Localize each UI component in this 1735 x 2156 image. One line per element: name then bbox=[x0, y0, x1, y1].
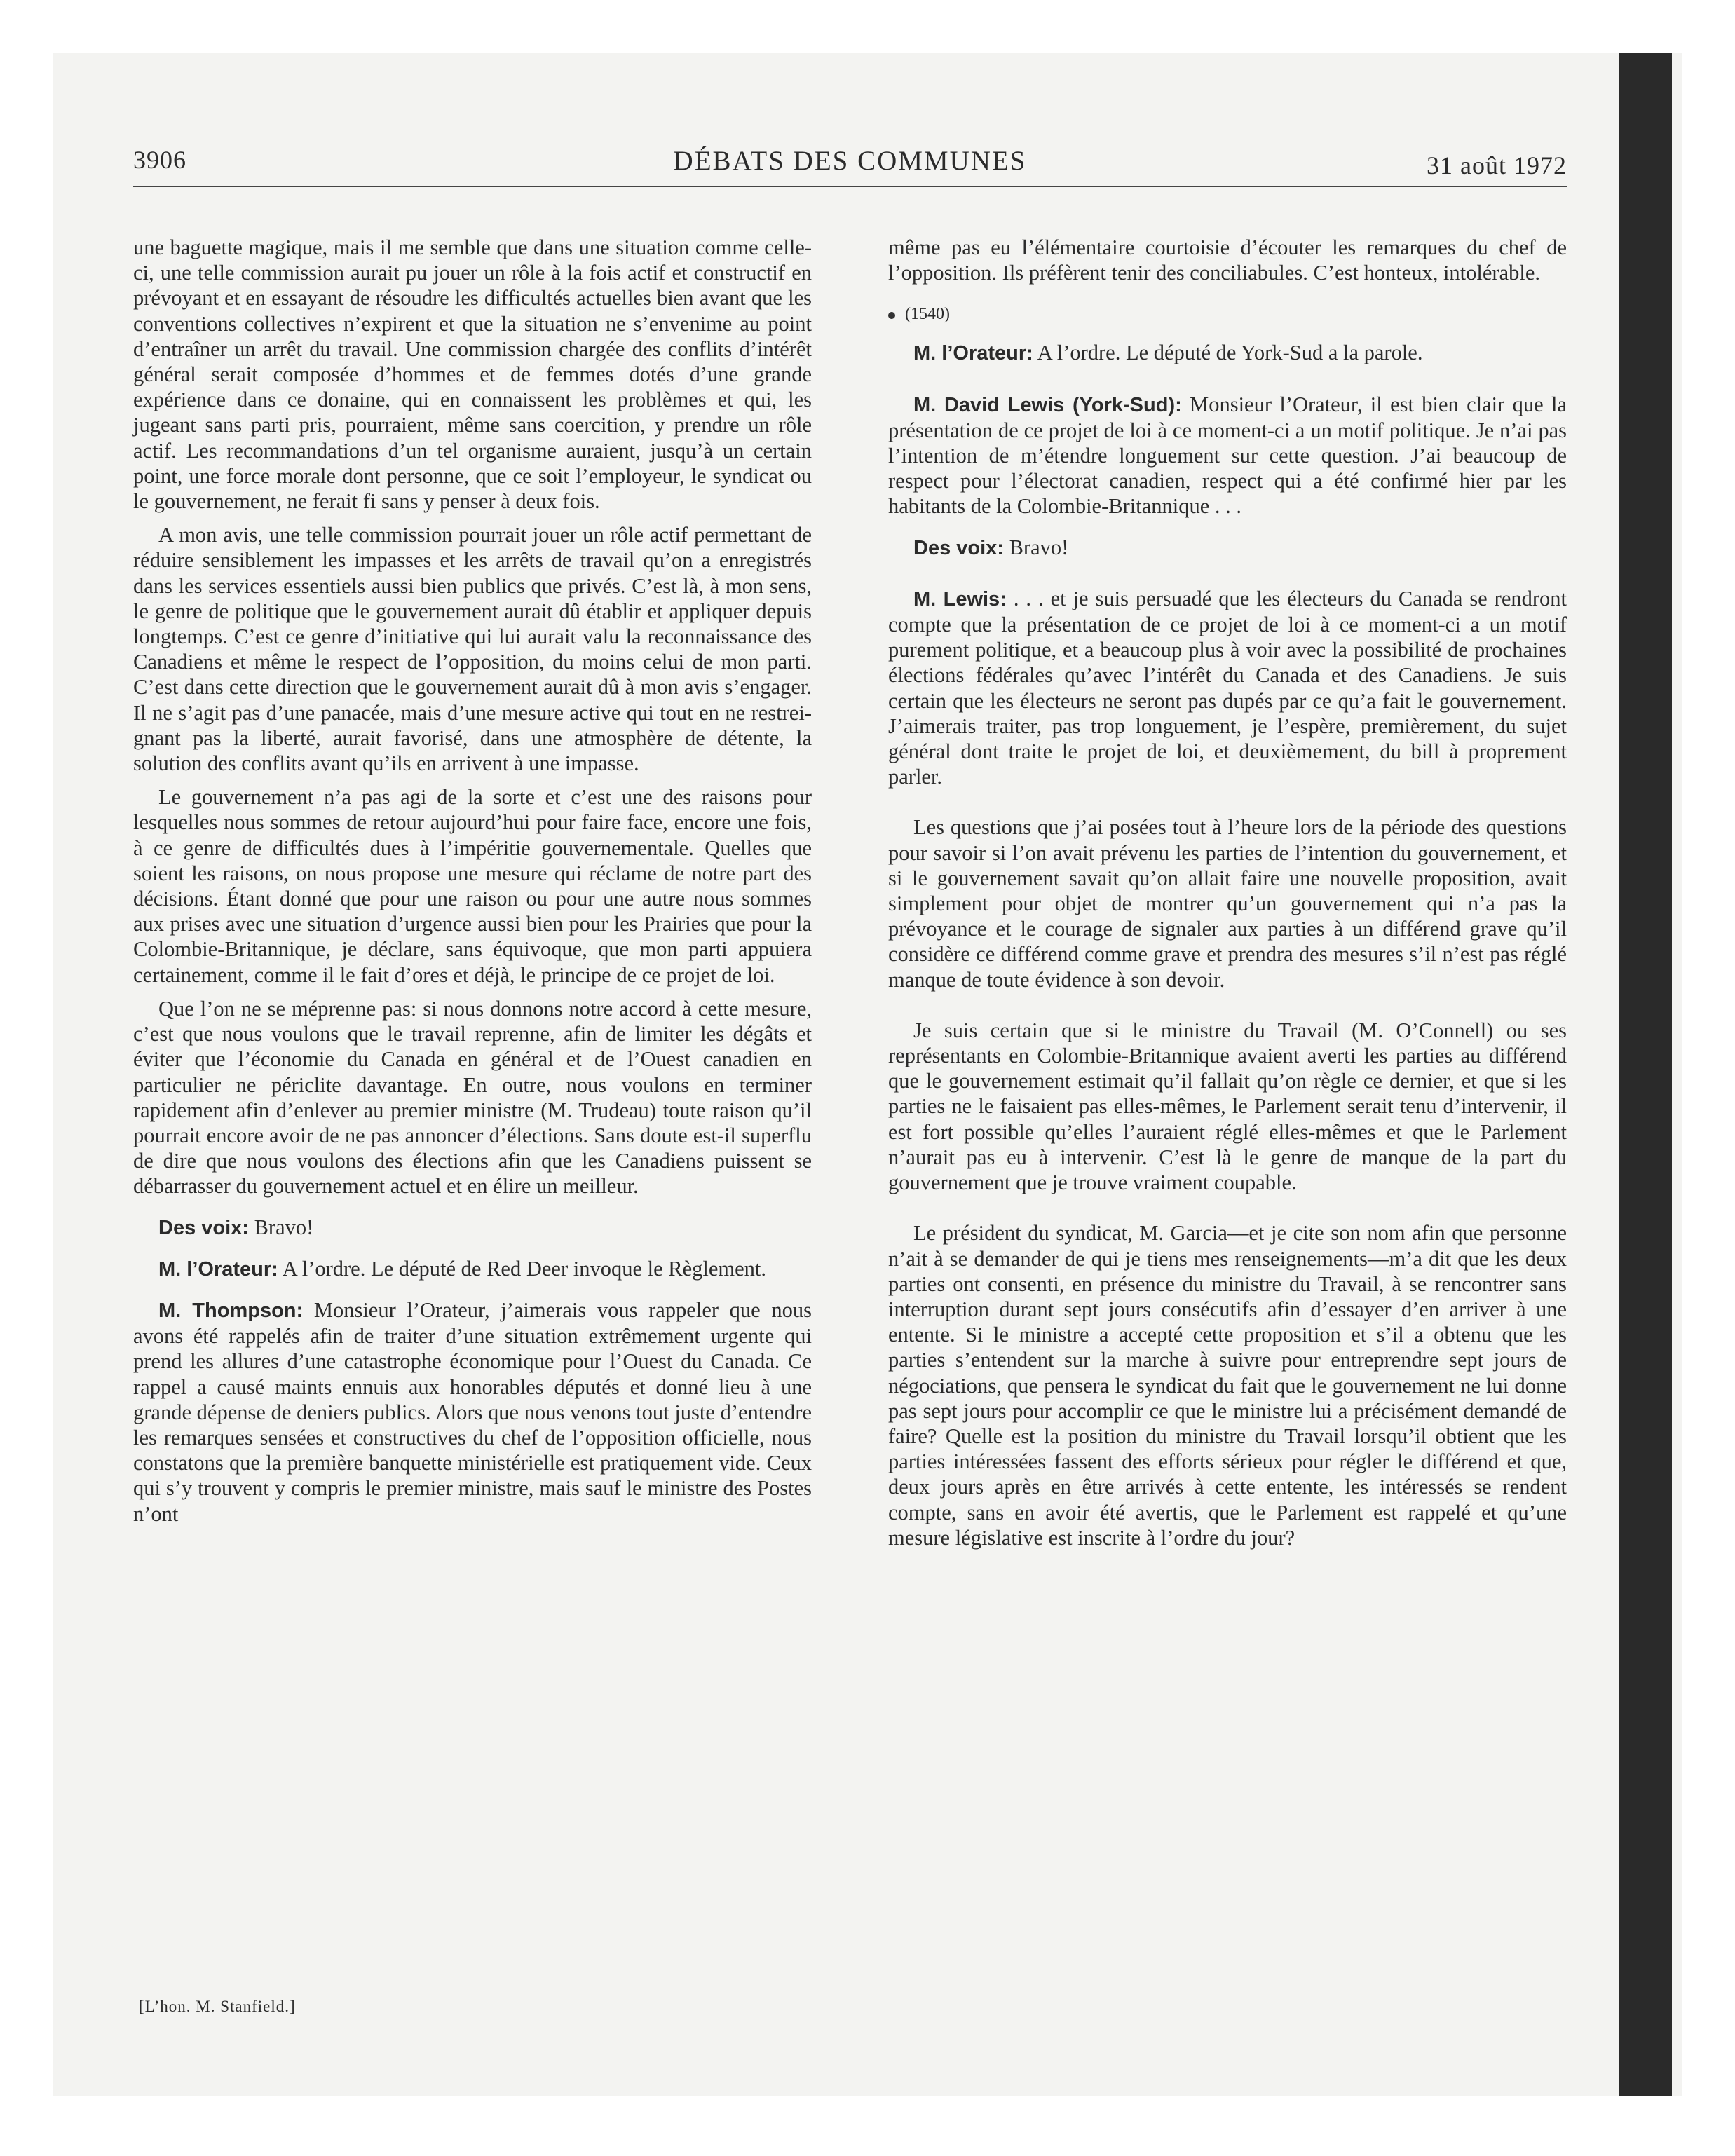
speaker-name: M. Thompson: bbox=[158, 1299, 304, 1322]
speaker-name: Des voix: bbox=[913, 536, 1004, 559]
paragraph: Que l’on ne se méprenne pas: si nous donnons notre accord à cette mesure, c’est que nous voulons que le travail reprenne, afin de limiter les dégâts et éviter que l’économie du Canada en général et de l’Ouest canadien en particulier ne périclite davantage. En outre, nous voulons en terminer rapidement afin d’enlever au premier ministre (M. Trudeau) toute raison qu’il pourrait encore avoir de ne pas annoncer d’élections. Sans doute est-il superflu de dire que nous voulons des élections afin que les Canadiens puissent se débarrasser du gouvernement actuel et en élire un meilleur. bbox=[133, 996, 812, 1199]
speech-entry bbox=[888, 340, 1567, 366]
time-stamp: (1540) bbox=[905, 305, 950, 324]
speech-entry bbox=[133, 1297, 812, 1527]
speaker-name: M. Lewis: bbox=[913, 587, 1007, 610]
speaker-reference-note: [L’hon. M. Stanfield.] bbox=[139, 1998, 296, 2015]
bullet-icon bbox=[888, 312, 895, 319]
paragraph: une baguette magique, mais il me semble que dans une situation comme celle-ci, une telle commission aurait pu jouer un rôle à la fois actif et constructif en prévoyant et en essayant de résoudre les difficultés actuelles bien avant que les conventions collectives n’expirent et que la situation ne s’envenime au point d’entraîner un arrêt du travail. Une commission chargée des conflits d’intérêt général serait composée d’hommes et de femmes dotés d’une grande expérience dans ce donaine, qui en connaissent les problèmes et qui, les jugeant sans parti pris, pourraient, même sans coercition, y prendre un rôle actif. Les recommandations d’un tel organisme auraient, jusqu’à un certain point, une force morale dont personne, que ce soit l’employeur, le syndicat ou le gouvernement, ne ferait fi sans y penser à deux fois. bbox=[133, 236, 812, 514]
paragraph: même pas eu l’élémentaire courtoisie d’écouter les remarques du chef de l’opposition. Ils préfèrent tenir des conciliabules. C’est honteux, intolérable. bbox=[888, 236, 1567, 285]
speech-text: Bravo! bbox=[248, 1215, 314, 1239]
speech-text: A l’ordre. Le député de Red Deer invoque le Règlement. bbox=[278, 1256, 766, 1281]
hansard-page bbox=[133, 130, 1567, 2064]
speech-text: Monsieur l’Orateur, il est bien clair que la présentation de ce projet de loi à ce moment-ci a un motif politique. Je n’ai pas l’intention de m’étendre longuement sur cette question. J’ai beaucoup de respect pour l’électorat canadien, respect qui a été confirmé hier par les habitants de la Colombie-Britannique . . . bbox=[888, 392, 1567, 519]
page-number: 3906 bbox=[133, 146, 186, 174]
speaker-name: M. David Lewis (York-Sud): bbox=[913, 393, 1182, 416]
speech-entry bbox=[888, 586, 1567, 790]
paragraph: Le président du syndicat, M. Garcia—et je cite son nom afin que personne n’ait à se demander de qui je tiens mes renseignements—m’a dit que les deux parties ont consenti, en présence du ministre du Travail, à se rencontrer sans interruption durant sept jours consécutifs afin d’essayer d’en arriver à une entente. Si le ministre a accepté cette proposition et s’il a obtenu que les parties s’entendent sur la marche à suivre pour entreprendre sept jours de négociations, que pensera le syndicat du fait que le gouvernement ne lui donne pas sept jours pour accomplir ce que le ministre lui a précisément demandé de faire? Quelle est la position du ministre du Travail lorsqu’il obtient que les parties intéressées fassent des efforts sérieux pour régler le différend et que, deux jours après en être arrivés à cette entente, les intéressés se rendent compte, sans en avoir été avertis, que le Parlement est rappelé et qu’une mesure législative est inscrite à l’ordre du jour? bbox=[888, 1221, 1567, 1550]
speaker-name: M. l’Orateur: bbox=[913, 342, 1033, 365]
left-column bbox=[133, 235, 812, 1527]
paragraph: Je suis certain que si le ministre du Travail (M. O’Connell) ou ses représentants en Colombie-Britannique avaient averti les parties au différend que le gouvernement estimait qu’il fallait qu’on règle ce dernier, et que si les parties ne le faisaient pas elles-mêmes, le Parlement serait tenu d’intervenir, il est fort possible qu’elles l’auraient réglé elles-mêmes et que le Parlement n’aurait pas eu à intervenir. C’est là le genre de manque de la part du gouvernement que je trouve vraiment coupable. bbox=[888, 1018, 1567, 1195]
speaker-name: Des voix: bbox=[158, 1216, 249, 1239]
speaker-name: M. l’Orateur: bbox=[158, 1257, 278, 1281]
speech-text: A l’ordre. Le député de York-Sud a la parole. bbox=[1033, 341, 1423, 365]
speech-entry bbox=[133, 1256, 812, 1282]
right-column bbox=[888, 235, 1567, 1550]
speech-text: Monsieur l’Orateur, j’aimerais vous rappeler que nous avons été rappelés afin de traiter d’une situation extrêmement urgente qui prend les allures d’une catastrophe économique pour l’Ouest du Canada. Ce rappel a causé maints ennuis aux honorables députés et donné lieu à une grande dépense de deniers publics. Alors que nous venons tout juste d’entendre les remarques sensées et constructives du chef de l’opposition officielle, nous constatons que la première banquette ministérielle est pratiquement vide. Ceux qui s’y trouvent y compris le premier ministre, mais sauf le ministre des Postes n’ont bbox=[133, 1297, 812, 1526]
paragraph: Le gouvernement n’a pas agi de la sorte et c’est une des raisons pour lesquelles nous sommes de retour aujourd’hui pour faire face, encore une fois, à ce genre de difficultés dues à l’impéritie gouvernementale. Quelles que soient les raisons, on nous propose une mesure qui réclame de notre part des décisions. Étant donné que pour une raison ou pour une autre nous sommes aux prises avec une situation d’urgence aussi bien pour les Prairies que pour la Colombie-Britannique, je déclare, sans équivoque, que mon parti appuiera certainement, comme il le fait d’ores et déjà, le principe de ce projet de loi. bbox=[133, 785, 812, 987]
publication-title: DÉBATS DES COMMUNES bbox=[673, 146, 1027, 176]
paragraph: Les questions que j’ai posées tout à l’heure lors de la période des questions pour savoir si l’on avait prévenu les parties de l’intention du gouvernement, et si le gouvernement savait qu’on allait faire une nouvelle proposition, avait simplement pour objet de montrer qu’un gouvernement qui n’a pas la prévoyance et le courage de signaler aux parties à un différend grave qu’il considère ce différend comme grave et prendra des mesures s’il n’est pas réglé manque de toute évidence à son devoir. bbox=[888, 815, 1567, 992]
scan-dark-edge bbox=[1619, 53, 1672, 2096]
time-marker bbox=[888, 303, 1567, 325]
speech-entry bbox=[888, 392, 1567, 519]
page-header bbox=[133, 145, 1567, 187]
speech-entry bbox=[888, 535, 1567, 561]
speech-entry bbox=[133, 1215, 812, 1241]
page-date: 31 août 1972 bbox=[1427, 151, 1567, 179]
speech-text: Bravo! bbox=[1003, 535, 1069, 559]
speech-text: . . . et je suis persuadé que les électeurs du Canada se rendront compte que la présentation de ce projet de loi à ce moment-ci a un motif purement politique, et a beaucoup plus à voir avec la possibilité de prochaines élections fédérales qu’avec l’intérêt du Canada et des Canadiens. Je suis certain que les électeurs ne seront pas dupés par ce qu’a fait le gouvernement. J’aimerais traiter, pas trop longuement, je l’espère, premièrement, du sujet général dont traite le projet de loi, et deuxièmement, du bill à proprement parler. bbox=[888, 586, 1567, 789]
paragraph: A mon avis, une telle commission pourrait jouer un rôle actif permettant de réduire sensiblement les impasses et les arrêts de travail qu’on a enregistrés dans les services essentiels aussi bien publics que privés. C’est là, à mon sens, le genre de politique que le gouvernement aurait dû établir et appliquer depuis longtemps. C’est ce genre d’initiative qui lui aurait valu la reconnaissance des Canadiens et même le respect de l’opposition, du moins celui de mon parti. C’est dans cette direction que le gouvernement aurait dû à mon avis s’engager. Il ne s’agit pas d’une panacée, mais d’une mesure active qui tout en ne restreignant pas la liberté, aurait favorisé, dans une atmosphère de détente, la solution des conflits avant qu’ils en arrivent à une impasse. bbox=[133, 523, 812, 776]
